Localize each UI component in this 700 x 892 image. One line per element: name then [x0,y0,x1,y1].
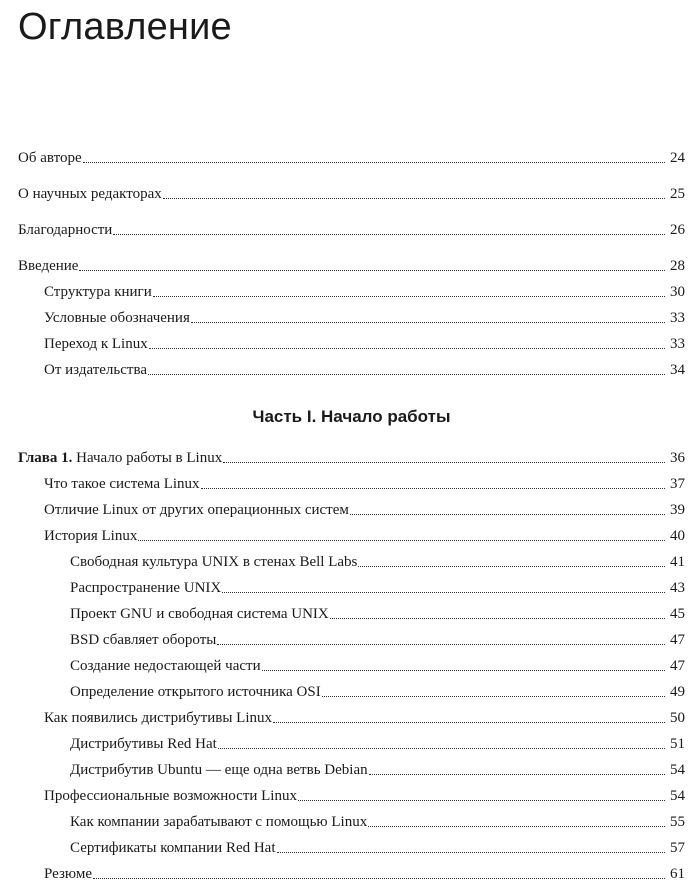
toc-entry-page: 33 [670,310,685,326]
toc-entry[interactable] [18,649,685,675]
toc-entry-page: 24 [670,150,685,166]
toc-entry-title: Свободная культура UNIX в стенах Bell Labs [70,554,358,570]
toc-entry-page: 39 [670,502,685,518]
toc-entry-page: 49 [670,684,685,700]
dot-leader [83,162,665,163]
toc-entry-title: История Linux [44,528,138,544]
toc-entry-title: От издательства [44,362,148,378]
dot-leader [163,198,665,199]
dot-leader [191,322,665,323]
toc-entry-page: 54 [670,788,685,804]
toc-entry-title: Сертификаты компании Red Hat [70,840,276,856]
dot-leader [330,618,665,619]
dot-leader [350,514,665,515]
dot-leader [153,296,665,297]
toc-entry-page: 61 [670,866,685,882]
toc-entry-title: Дистрибутивы Red Hat [70,736,217,752]
toc-entry-title: О научных редакторах [18,186,162,202]
dot-leader [148,374,665,375]
dot-leader [368,826,665,827]
chapter-title: Начало работы в Linux [76,450,223,466]
toc-entry[interactable] [18,857,685,883]
toc-entry-book-structure[interactable] [18,275,685,301]
toc-entry[interactable] [18,701,685,727]
toc-entry[interactable] [18,753,685,779]
toc-entry-title: Профессиональные возможности Linux [44,788,297,804]
toc-entry-introduction[interactable] [18,239,685,275]
toc-entry-page: 57 [670,840,685,856]
toc-entry-title: Введение [18,258,79,274]
toc-entry-page: 47 [670,632,685,648]
toc-entry-science-editors[interactable] [18,167,685,203]
toc-entry-page: 40 [670,528,685,544]
toc-entry-page: 55 [670,814,685,830]
toc-entry-title: Резюме [44,866,93,882]
toc-entry-page: 30 [670,284,685,300]
dot-leader [217,644,665,645]
toc-entry-page: 36 [670,450,685,466]
toc-entry-chapter-1[interactable] [18,441,685,467]
toc-entry-page: 51 [670,736,685,752]
toc-entry-title: Как появились дистрибутивы Linux [44,710,272,726]
toc-entry-page: 54 [670,762,685,778]
dot-leader [369,774,665,775]
toc-entry-moving-to-linux[interactable] [18,327,685,353]
toc-entry-title: Распространение UNIX [70,580,222,596]
toc-entry[interactable] [18,727,685,753]
dot-leader [113,234,665,235]
dot-leader [79,270,665,271]
toc-entry-title: Благодарности [18,222,113,238]
dot-leader [201,488,665,489]
toc-entry-title: Как компании зарабатывают с помощью Linux [70,814,368,830]
toc-entry-title: Дистрибутив Ubuntu — еще одна ветвь Debian [70,762,368,778]
page-title: Оглавление [18,6,232,48]
chapter-label: Глава 1. [18,450,73,466]
toc-entry-title: Проект GNU и свободная система UNIX [70,606,329,622]
toc-entry[interactable] [18,545,685,571]
toc-entry[interactable] [18,467,685,493]
toc-entry-title [18,449,223,467]
toc-entry-title: Отличие Linux от других операционных систем [44,502,349,518]
toc-entry-title: Создание недостающей части [70,658,261,674]
dot-leader [223,462,665,463]
table-of-contents [18,141,685,883]
toc-entry-from-publisher[interactable] [18,353,685,379]
toc-entry-title: Структура книги [44,284,152,300]
toc-entry[interactable] [18,571,685,597]
dot-leader [358,566,665,567]
part-heading: Часть I. Начало работы [252,407,451,426]
toc-entry-title: Переход к Linux [44,336,148,352]
toc-entry-title: Определение открытого источника OSI [70,684,321,700]
toc-entry-page: 47 [670,658,685,674]
toc-entry[interactable] [18,779,685,805]
dot-leader [273,722,665,723]
toc-entry-title: Об авторе [18,150,82,166]
toc-entry-acknowledgements[interactable] [18,203,685,239]
toc-entry-page: 37 [670,476,685,492]
toc-entry-page: 41 [670,554,685,570]
dot-leader [222,592,665,593]
toc-entry-page: 45 [670,606,685,622]
dot-leader [138,540,665,541]
dot-leader [149,348,665,349]
toc-entry-page: 25 [670,186,685,202]
toc-entry-page: 34 [670,362,685,378]
toc-entry-page: 28 [670,258,685,274]
toc-entry-page: 26 [670,222,685,238]
toc-entry[interactable] [18,831,685,857]
toc-entry-title: Условные обозначения [44,310,190,326]
dot-leader [298,800,665,801]
toc-entry-title: Что такое система Linux [44,476,200,492]
toc-entry-page: 50 [670,710,685,726]
toc-entry[interactable] [18,675,685,701]
toc-entry-conventions[interactable] [18,301,685,327]
dot-leader [277,852,665,853]
toc-entry[interactable] [18,805,685,831]
toc-entry-title: BSD сбавляет обороты [70,632,217,648]
toc-entry-about-author[interactable] [18,141,685,167]
toc-entry[interactable] [18,493,685,519]
toc-entry[interactable] [18,519,685,545]
dot-leader [262,670,665,671]
toc-entry[interactable] [18,623,685,649]
dot-leader [322,696,665,697]
toc-entry-page: 33 [670,336,685,352]
toc-entry-page: 43 [670,580,685,596]
dot-leader [93,878,665,879]
toc-entry[interactable] [18,597,685,623]
dot-leader [218,748,665,749]
